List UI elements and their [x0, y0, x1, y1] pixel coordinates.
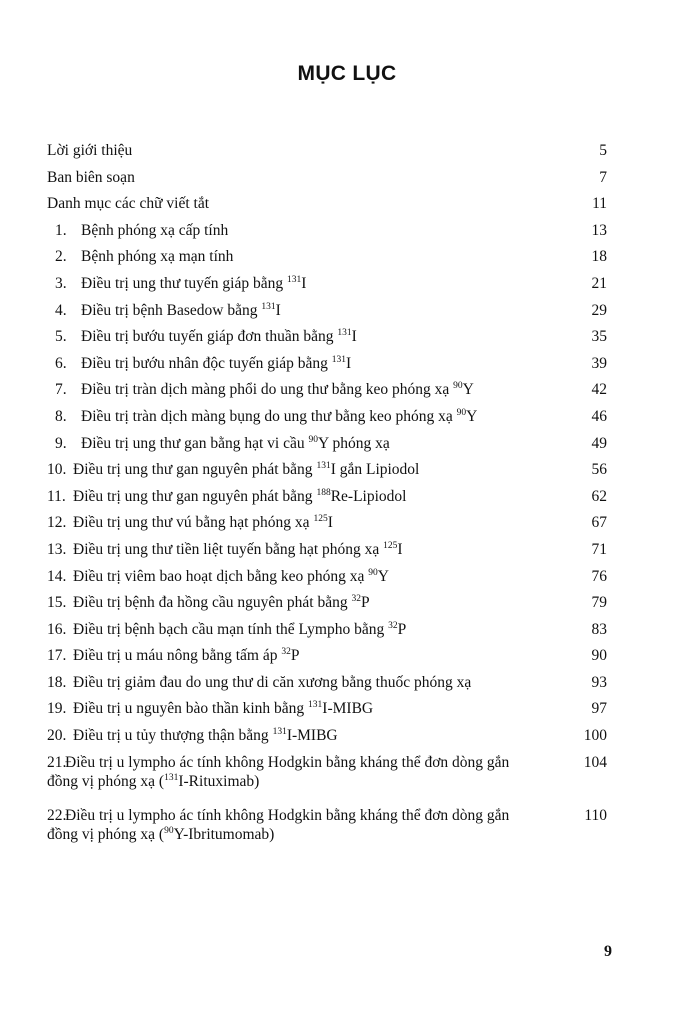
toc-entry[interactable]	[47, 803, 607, 856]
toc-entry-page: 42	[591, 381, 607, 399]
toc-entry-label-suffix: I	[275, 301, 281, 319]
toc-entry[interactable]	[47, 590, 607, 617]
toc-entry-title	[47, 537, 403, 564]
isotope-mass-number: 131	[164, 773, 179, 784]
page-number: 9	[604, 943, 612, 960]
toc-entry-label: Điều trị bệnh Basedow bằng	[81, 301, 262, 319]
toc-entry-page: 110	[584, 806, 607, 824]
toc-entry[interactable]	[47, 351, 607, 378]
toc-entry[interactable]	[47, 298, 607, 325]
toc-entry-label-suffix: Y phóng xạ	[318, 434, 390, 452]
toc-entry-label-suffix: I	[346, 354, 352, 372]
toc-entry-title	[47, 484, 406, 511]
toc-entry-number: 21.	[47, 753, 67, 771]
toc-entry-label-suffix: I-MIBG	[286, 727, 338, 745]
toc-entry-label: Điều trị ung thư tuyến giáp bằng	[81, 274, 287, 292]
toc-entry-label-suffix: I-MIBG	[322, 700, 374, 718]
page-title: MỤC LỤC	[297, 62, 397, 85]
toc-entry-number: 14.	[47, 567, 67, 585]
toc-entry-title	[47, 510, 333, 537]
toc-entry[interactable]	[47, 271, 607, 298]
toc-entry-front[interactable]	[47, 165, 607, 192]
toc-entry-page: 21	[591, 274, 607, 292]
toc-entry-label-suffix: P	[397, 620, 407, 638]
isotope-mass-number: 131	[272, 727, 287, 738]
toc-entry-label: Điều trị u nguyên bào thần kinh bằng	[73, 700, 309, 718]
toc-entry-page: 39	[591, 354, 607, 372]
toc-entry-label-suffix: Y	[462, 381, 474, 399]
isotope-mass-number: 131	[261, 301, 276, 312]
isotope-mass-number: 131	[308, 700, 323, 711]
toc-entry-page: 29	[591, 301, 607, 319]
toc-entry-label: Điều trị u máu nông bằng tấm áp	[73, 647, 282, 665]
toc-entry[interactable]	[47, 324, 607, 351]
toc-entry[interactable]	[47, 696, 607, 723]
toc-entry-title	[55, 244, 233, 271]
toc-entry-page: 46	[591, 407, 607, 425]
isotope-mass-number: 188	[316, 487, 331, 498]
toc-entry[interactable]	[47, 510, 607, 537]
toc-entry-number: 11.	[47, 487, 66, 505]
toc-entry[interactable]	[47, 431, 607, 458]
toc-entry-label-suffix: I	[301, 274, 307, 292]
toc-entry-number: 10.	[47, 461, 67, 479]
toc-entry-front[interactable]	[47, 138, 607, 165]
toc-entry-number: 7.	[55, 381, 67, 399]
toc-entry-page: 62	[591, 487, 607, 505]
toc-entry-page: 35	[591, 328, 607, 346]
toc-entry-title	[47, 753, 539, 792]
toc-entry-title	[47, 617, 406, 644]
toc-entry-page: 67	[591, 514, 607, 532]
isotope-mass-number: 90	[456, 407, 467, 418]
toc-entry-title	[55, 218, 228, 245]
toc-entry-title: Ban biên soạn	[47, 168, 135, 186]
toc-entry-title	[55, 351, 351, 378]
toc-entry[interactable]	[47, 643, 607, 670]
table-of-contents	[47, 138, 607, 856]
toc-entry[interactable]	[47, 670, 607, 697]
toc-entry[interactable]	[47, 218, 607, 245]
toc-entry-page: 83	[591, 620, 607, 638]
toc-entry-label: Điều trị bướu tuyến giáp đơn thuần bằng	[81, 328, 338, 346]
toc-entry[interactable]	[47, 723, 607, 750]
toc-entry-label-suffix: I-Rituximab)	[178, 773, 260, 791]
toc-entry-label-suffix: Y	[377, 567, 389, 585]
toc-entry-page: 7	[599, 168, 607, 186]
toc-entry-number: 12.	[47, 514, 67, 532]
toc-entry-title: Lời giới thiệu	[47, 142, 133, 159]
toc-entry-title	[55, 324, 357, 351]
toc-entry-title	[55, 431, 390, 458]
isotope-mass-number: 131	[287, 274, 302, 285]
toc-entry-label: Điều trị tràn dịch màng phổi do ung thư bằng keo phóng xạ	[81, 381, 454, 399]
toc-entry-label-suffix: P	[290, 647, 300, 665]
toc-entry-page: 90	[591, 647, 607, 665]
toc-entry-title	[47, 590, 370, 617]
toc-entry-label-suffix: I	[351, 328, 357, 346]
toc-entry-title	[55, 298, 281, 325]
toc-entry-label: Điều trị ung thư gan bằng hạt vi cầu	[81, 434, 309, 452]
toc-entry-label: Điều trị ung thư gan nguyên phát bằng	[73, 461, 317, 479]
toc-entry-page: 49	[591, 434, 607, 452]
toc-entry-title	[47, 643, 299, 670]
toc-entry-page: 18	[591, 248, 607, 266]
toc-entry-label: Điều trị tràn dịch màng bụng do ung thư bằng keo phóng xạ	[81, 407, 457, 425]
toc-entry-title	[47, 457, 419, 484]
toc-entry-front[interactable]	[47, 191, 607, 218]
toc-entry-title	[55, 377, 474, 404]
toc-entry-page: 76	[591, 567, 607, 585]
toc-entry-number: 9.	[55, 434, 67, 452]
toc-entry-label: Điều trị bệnh bạch cầu mạn tính thể Lympho bằng	[73, 620, 389, 638]
toc-entry-label-suffix: Y	[466, 407, 478, 425]
toc-entry-page: 71	[591, 540, 607, 558]
isotope-mass-number: 32	[281, 647, 291, 658]
toc-entry-label-suffix: Re-Lipiodol	[330, 487, 407, 505]
toc-entry-page: 104	[583, 753, 607, 771]
isotope-mass-number: 90	[368, 567, 378, 578]
toc-entry-page: 97	[591, 700, 607, 718]
toc-entry-page: 13	[591, 221, 607, 239]
toc-entry-title	[47, 723, 338, 750]
toc-entry-number: 6.	[55, 354, 67, 372]
toc-entry-title	[47, 564, 389, 591]
toc-entry-number: 22.	[47, 806, 67, 824]
toc-entry-label: Điều trị ung thư vú bằng hạt phóng xạ	[73, 514, 314, 532]
toc-entry-number: 15.	[47, 594, 67, 612]
toc-entry-label-suffix: Y-Ibritumomab)	[173, 826, 275, 844]
toc-entry[interactable]	[47, 750, 607, 803]
toc-entry-label: Điều trị bướu nhân độc tuyến giáp bằng	[81, 354, 332, 372]
toc-entry[interactable]	[47, 377, 607, 404]
toc-entry-number: 18.	[47, 673, 67, 691]
toc-entry-label: Điều trị u tủy thượng thận bằng	[73, 727, 273, 745]
isotope-mass-number: 32	[388, 620, 398, 631]
toc-entry-page: 11	[592, 195, 607, 213]
toc-entry-label: Điều trị ung thư tiền liệt tuyến bằng hạt phóng xạ	[73, 540, 384, 558]
toc-entry[interactable]	[47, 537, 607, 564]
toc-entry-label: Bệnh phóng xạ mạn tính	[81, 248, 234, 266]
toc-entry-title	[55, 271, 306, 298]
toc-entry-label: Điều trị ung thư gan nguyên phát bằng	[73, 487, 317, 505]
isotope-mass-number: 32	[351, 594, 361, 605]
toc-entry-number: 20.	[47, 727, 67, 745]
isotope-mass-number: 131	[337, 328, 352, 339]
isotope-mass-number: 131	[331, 354, 347, 365]
toc-entry-page: 93	[591, 673, 607, 691]
toc-entry-number: 3.	[55, 274, 67, 292]
toc-entry[interactable]	[47, 244, 607, 271]
toc-entry-number: 2.	[55, 248, 67, 266]
toc-entry-label-suffix: I	[327, 514, 333, 532]
toc-entry-label: Điều trị u lympho ác tính không Hodgkin bằng kháng thể đơn dòng gắn đồng vị phóng xạ (	[47, 753, 510, 791]
isotope-mass-number: 90	[308, 434, 318, 445]
toc-entry-label: Điều trị giảm đau do ung thư di căn xương bằng thuốc phóng xạ	[73, 673, 472, 691]
toc-entry-label: Điều trị u lympho ác tính không Hodgkin bằng kháng thể đơn dòng gắn đồng vị phóng xạ (	[47, 806, 510, 844]
toc-entry-title	[47, 696, 373, 723]
toc-entry-page: 5	[599, 142, 607, 159]
toc-entry[interactable]	[47, 404, 607, 431]
toc-entry-label-suffix: P	[361, 594, 370, 612]
toc-entry-title	[47, 670, 471, 697]
isotope-mass-number: 90	[164, 826, 174, 837]
toc-entry-number: 1.	[55, 221, 67, 239]
isotope-mass-number: 125	[313, 514, 328, 525]
isotope-mass-number: 131	[316, 461, 331, 472]
toc-entry-number: 17.	[47, 647, 67, 665]
toc-entry-label: Bệnh phóng xạ cấp tính	[81, 221, 229, 239]
toc-entry-label-suffix: I gắn Lipiodol	[330, 461, 420, 479]
toc-entry-title	[47, 806, 539, 845]
toc-entry-number: 13.	[47, 540, 67, 558]
toc-entry-page: 56	[591, 461, 607, 479]
isotope-mass-number: 90	[453, 381, 463, 392]
toc-entry-page: 100	[583, 727, 607, 745]
toc-entry-label: Điều trị bệnh đa hồng cầu nguyên phát bằng	[73, 594, 352, 612]
toc-entry[interactable]	[47, 564, 607, 591]
toc-entry-label-suffix: I	[397, 540, 403, 558]
toc-entry-number: 8.	[55, 407, 67, 425]
toc-entry-number: 4.	[55, 301, 67, 319]
toc-entry[interactable]	[47, 617, 607, 644]
isotope-mass-number: 125	[383, 540, 398, 551]
toc-entry[interactable]	[47, 484, 607, 511]
toc-entry-number: 16.	[47, 620, 67, 638]
toc-entry-title	[55, 404, 477, 431]
toc-entry-number: 5.	[55, 328, 67, 346]
toc-entry-number: 19.	[47, 700, 67, 718]
toc-entry-title: Danh mục các chữ viết tắt	[47, 195, 210, 213]
toc-entry-label: Điều trị viêm bao hoạt dịch bằng keo phóng xạ	[73, 567, 369, 585]
toc-entry-page: 79	[591, 594, 607, 612]
toc-entry[interactable]	[47, 457, 607, 484]
